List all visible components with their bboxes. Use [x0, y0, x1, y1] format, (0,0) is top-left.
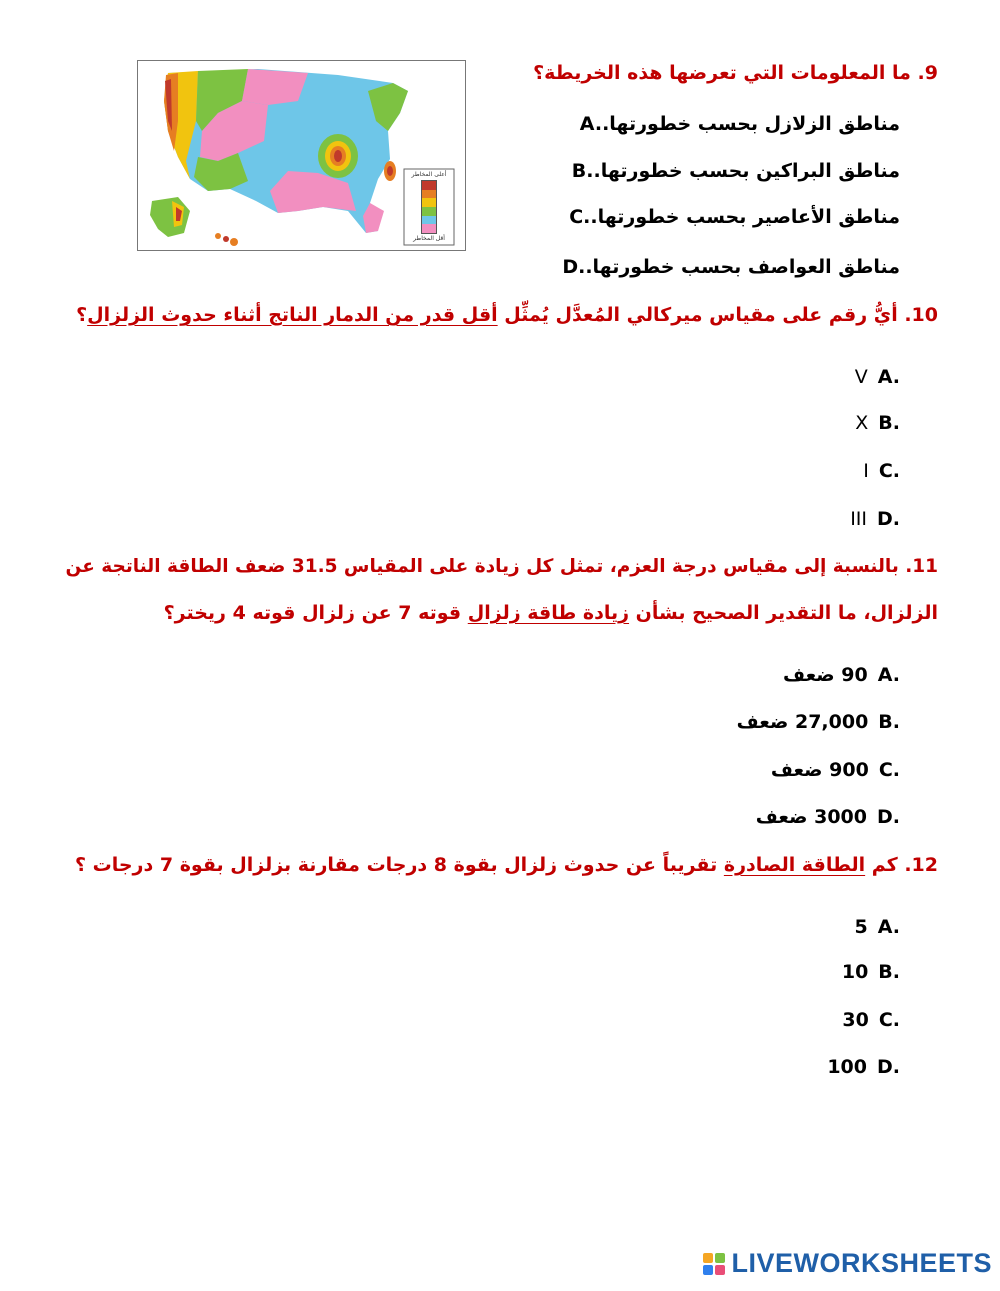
option-text: مناطق الأعاصير بحسب خطورتها. [590, 206, 900, 228]
q12-text-post: تقريباً عن حدوث زلزال بقوة 8 درجات مقارنة بزلزال بقوة 7 درجات ؟ [74, 854, 724, 876]
question-11-line-1: 11. بالنسبة إلى مقياس درجة العزم، تمثل كل زيادة على المقياس 31.5 ضعف الطاقة الناتجة عن [65, 556, 938, 577]
option-text: 27,000 ضعف [736, 711, 869, 733]
option-letter: C. [878, 460, 900, 482]
legend-swatch [422, 224, 436, 233]
option-text: 90 ضعف [782, 664, 868, 686]
q11-option-b[interactable] [737, 711, 900, 733]
liveworksheets-footer[interactable] [703, 1248, 992, 1279]
option-text: 100 [827, 1056, 867, 1078]
option-text: I [863, 460, 869, 482]
legend-swatches [421, 180, 437, 234]
logo-square [703, 1253, 713, 1263]
legend-top-label: أعلى المخاطر [411, 171, 447, 178]
q10-text-underlined: أقل قدر من الدمار الناتج أثناء حدوث الزلزال [87, 304, 498, 326]
q10-option-c[interactable] [863, 460, 900, 482]
q10-text-post: ؟ [76, 304, 88, 326]
q11-text-post: قوته 7 عن زلزال قوته 4 ريختر؟ [163, 602, 468, 624]
legend-swatch [422, 190, 436, 199]
option-text: 900 ضعف [770, 759, 869, 781]
q12-text-underlined: الطاقة الصادرة [723, 854, 866, 876]
q11-option-d[interactable] [756, 806, 900, 828]
q9-option-a[interactable] [576, 113, 900, 135]
brand-name: LIVEWORKSHEETS [731, 1248, 992, 1278]
option-letter: B. [878, 961, 900, 983]
map-legend [406, 170, 452, 244]
option-letter: A. [877, 366, 900, 388]
q10-text-pre: 10. أيُّ رقم على مقياس ميركالي المُعدَّل يُمثِّل [497, 304, 938, 326]
option-letter: B. [878, 711, 900, 733]
option-text: مناطق الزلازل بحسب خطورتها. [602, 113, 900, 135]
question-10 [76, 304, 938, 326]
option-text: X [855, 412, 869, 434]
liveworksheets-logo-icon [703, 1253, 725, 1275]
legend-swatch [422, 198, 436, 207]
option-text: مناطق البراكين بحسب خطورتها. [593, 160, 900, 182]
option-text: 5 [854, 916, 868, 938]
option-letter: C. [569, 206, 591, 228]
legend-swatch [422, 216, 436, 225]
question-9: 9. ما المعلومات التي تعرضها هذه الخريطة؟ [533, 62, 938, 84]
q12-option-d[interactable] [827, 1056, 900, 1078]
option-letter: A. [579, 113, 603, 135]
option-text: V [854, 366, 868, 388]
option-text: 30 [842, 1009, 869, 1031]
logo-square [703, 1265, 713, 1275]
q10-option-d[interactable] [850, 508, 900, 530]
q11-text-underlined: زيادة طاقة زلزال [467, 602, 630, 624]
option-text: 10 [841, 961, 869, 983]
q11-option-a[interactable] [783, 664, 900, 686]
option-letter: D. [877, 806, 900, 828]
option-text: مناطق العواصف بحسب خطورتها. [585, 256, 900, 278]
option-letter: C. [878, 759, 900, 781]
option-letter: A. [877, 916, 900, 938]
q12-text-pre: 12. كم [865, 854, 938, 876]
option-letter: C. [878, 1009, 900, 1031]
option-letter: B. [571, 160, 594, 182]
q9-option-d[interactable] [558, 256, 900, 278]
q9-option-b[interactable] [568, 160, 900, 182]
seismic-hazard-map [137, 60, 466, 251]
option-text: 3000 ضعف [755, 806, 867, 828]
option-letter: A. [877, 664, 900, 686]
q11-option-c[interactable] [771, 759, 900, 781]
q10-option-a[interactable] [855, 366, 900, 388]
q12-option-b[interactable] [842, 961, 900, 983]
question-12 [75, 854, 938, 876]
option-letter: B. [878, 412, 900, 434]
legend-swatch [422, 207, 436, 216]
q12-option-a[interactable] [854, 916, 900, 938]
q12-option-c[interactable] [842, 1009, 900, 1031]
question-11-line-2 [164, 602, 938, 624]
q11-text-pre: الزلزال، ما التقدير الصحيح بشأن [629, 602, 938, 624]
legend-bottom-label: أقل المخاطر [413, 235, 445, 242]
q10-option-b[interactable] [855, 412, 900, 434]
option-letter: D. [562, 256, 586, 278]
q9-option-c[interactable] [565, 206, 900, 228]
logo-square [715, 1265, 725, 1275]
option-letter: D. [877, 1056, 900, 1078]
legend-swatch [422, 181, 436, 190]
option-letter: D. [877, 508, 900, 530]
option-text: III [850, 508, 867, 530]
logo-square [715, 1253, 725, 1263]
